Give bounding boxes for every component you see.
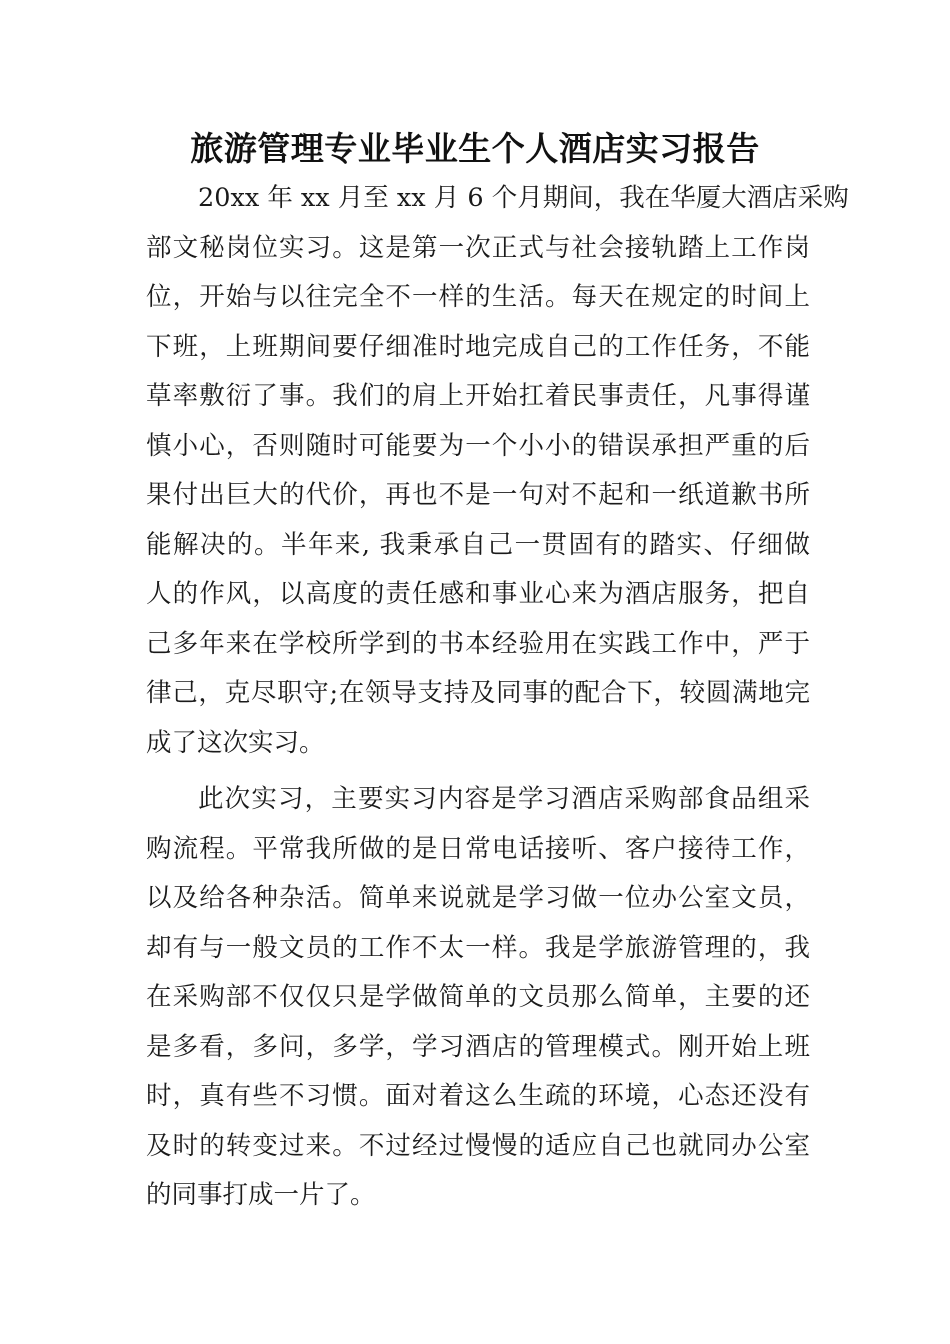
paragraph-line: 果付出巨大的代价，再也不是一句对不起和一纸道歉书所: [146, 480, 810, 510]
paragraph-line: 律己，克尽职守;在领导支持及同事的配合下，较圆满地完: [146, 678, 810, 708]
document-title: 旅游管理专业毕业生个人酒店实习报告: [190, 129, 760, 168]
paragraph-line: 以及给各种杂活。简单来说就是学习做一位办公室文员，: [146, 883, 810, 913]
paragraph-line: 慎小心，否则随时可能要为一个小小的错误承担严重的后: [146, 430, 810, 461]
paragraph-line: 下班，上班期间要仔细准时地完成自己的工作任务，不能: [146, 331, 810, 362]
paragraph-line: 能解决的。半年来, 我秉承自己一贯固有的踏实、仔细做: [146, 529, 810, 560]
paragraph-line: 是多看，多问，多学，学习酒店的管理模式。刚开始上班: [146, 1031, 810, 1062]
paragraph-line: 己多年来在学校所学到的书本经验用在实践工作中，严于: [146, 628, 810, 659]
paragraph: [146, 174, 849, 768]
paragraph-spacer: [146, 768, 810, 775]
paragraph-line: 购流程。平常我所做的是日常电话接听、客户接待工作，: [146, 833, 810, 864]
paragraph-line: 成了这次实习。: [146, 727, 325, 758]
paragraph-line: 此次实习，主要实习内容是学习酒店采购部食品组采: [198, 784, 810, 814]
paragraph-line: 的同事打成一片了。: [146, 1180, 376, 1210]
paragraph-line: 及时的转变过来。不过经过慢慢的适应自己也就同办公室: [146, 1130, 810, 1161]
paragraph-line: 人的作风，以高度的责任感和事业心来为酒店服务，把自: [146, 579, 810, 609]
paragraph-line: 草率敷衍了事。我们的肩上开始扛着民事责任，凡事得谨: [146, 381, 810, 411]
paragraph-line: 时，真有些不习惯。面对着这么生疏的环境，心态还没有: [146, 1081, 810, 1111]
paragraph-line: 部文秘岗位实习。这是第一次正式与社会接轨踏上工作岗: [146, 232, 810, 263]
paragraph-line: 在采购部不仅仅只是学做简单的文员那么简单，主要的还: [146, 982, 810, 1012]
paragraph-line: 20xx 年 xx 月至 xx 月 6 个月期间，我在华厦大酒店采购: [198, 183, 849, 213]
document-body: [146, 174, 849, 1221]
paragraph-line: 位，开始与以往完全不一样的生活。每天在规定的时间上: [146, 282, 810, 312]
paragraph: [146, 775, 810, 1221]
paragraph-line: 却有与一般文员的工作不太一样。我是学旅游管理的，我: [146, 932, 810, 963]
